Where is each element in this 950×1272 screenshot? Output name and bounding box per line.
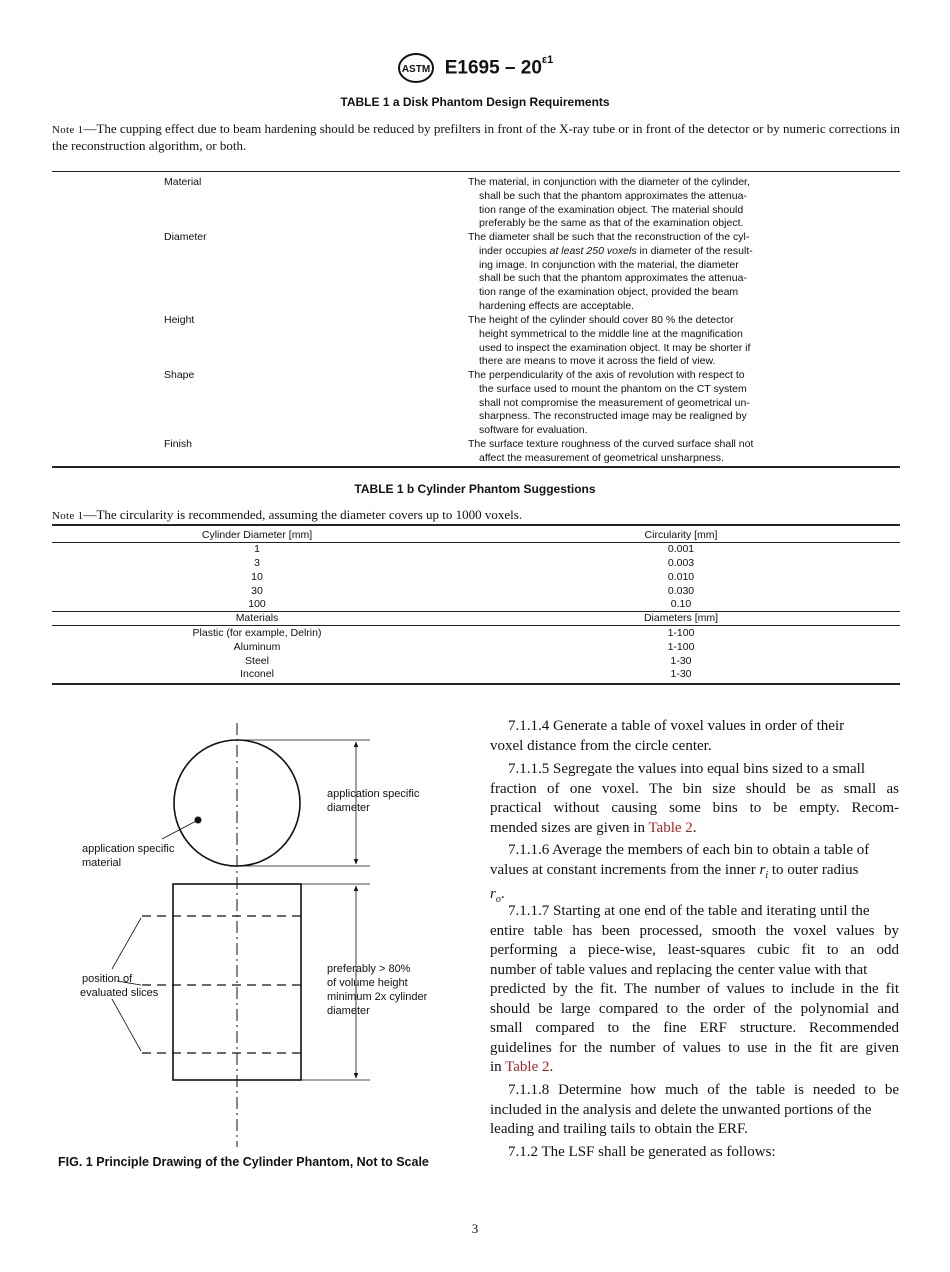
table-1b-header2-rule — [52, 625, 900, 626]
table-1a-note: Note 1—The cupping effect due to beam hardening should be reduced by prefilters in front of the X-ray tube or in front of the detector or by numeric corrections in the reconstruction algorithm, or both. — [52, 121, 900, 153]
table-1a-def-height: The height of the cylinder should cover 80 % the detector height symmetrical to the middle line at the magnification used to inspect the examination object. It may be shorter if there are means to move it across the field of view. — [468, 314, 751, 368]
table-row: Inconel — [240, 668, 274, 680]
label-material-1: application specific — [82, 843, 175, 855]
phantom-top-view — [174, 740, 300, 866]
table-2-link[interactable]: Table 2 — [505, 1059, 550, 1075]
page-header — [0, 52, 950, 84]
table-1b-header-diameters: Diameters [mm] — [643, 612, 719, 624]
table-row: 10 — [251, 571, 263, 583]
table-1a-term-height: Height — [164, 314, 195, 326]
label-slices-2: evaluated slices — [80, 987, 159, 999]
table-row: Steel — [245, 655, 269, 667]
table-1b-header-circularity: Circularity [mm] — [644, 529, 718, 541]
paragraph-7-1-1-4: 7.1.1.4 Generate a table of voxel values in order of their voxel distance from the circle center. — [490, 718, 845, 754]
paragraph-7-1-2: 7.1.2 The LSF shall be generated as follows: — [508, 1144, 776, 1160]
label-diameter-1: application specific — [327, 788, 420, 800]
table-row: 1-100 — [667, 641, 695, 653]
table-1a-bottom-rule — [52, 466, 900, 468]
label-diameter-2: diameter — [327, 802, 370, 814]
table-1a-def-diameter: The diameter shall be such that the reconstruction of the cyl- inder occupies at least 250 voxels in diameter of the result- ing image. In conjunction with the material, the diameter shall be such that the phantom approximates the attenua- tion range of the examination object, provided the beam hardening effects are acceptable. — [468, 231, 753, 312]
table-row: 1 — [254, 543, 260, 555]
figure-caption: FIG. 1 Principle Drawing of the Cylinder Phantom, Not to Scale — [58, 1155, 429, 1169]
cylinder-phantom-figure — [50, 715, 470, 1150]
table-1a-def-finish: The surface texture roughness of the curved surface shall not affect the measurement of geometrical unsharpness. — [468, 438, 754, 464]
table-row: 0.010 — [667, 571, 695, 583]
table-row: 3 — [254, 557, 260, 569]
table-1a-top-rule — [52, 171, 900, 172]
paragraph-7-1-1-7: 7.1.1.7 Starting at one end of the table and iterating until the entire table has been processed, smooth the voxel values by performing a piece-wise, least-squares cubic fit to an odd number of table values and replacing the center value with that predicted by the fit. The number of values to include in the fit should be large compared to the order of the polynomial and small compared to the fine ERF structure. Recommended guidelines for the number of values to use in the fit are given in Table 2. — [490, 903, 899, 1075]
table-row: Aluminum — [233, 641, 281, 653]
astm-logo-icon — [397, 52, 435, 84]
table-row: 1-30 — [670, 655, 692, 667]
page-number: 3 — [471, 1221, 479, 1236]
paragraph-7-1-1-8: 7.1.1.8 Determine how much of the table is needed to be included in the analysis and delete the unwanted portions of the leading and trailing tails to obtain the ERF. — [490, 1082, 899, 1137]
table-row: Plastic (for example, Delrin) — [192, 627, 322, 639]
table-row: 1-30 — [670, 668, 692, 680]
table-1b-note: Note 1—The circularity is recommended, assuming the diameter covers up to 1000 voxels. — [52, 507, 523, 522]
table-row: 100 — [248, 598, 266, 610]
table-row: 0.10 — [670, 598, 692, 610]
label-height-3: minimum 2x cylinder — [327, 991, 428, 1003]
table-1b-header-diameter: Cylinder Diameter [mm] — [201, 529, 313, 541]
label-material-2: material — [82, 857, 122, 869]
table-1a-def-material: The material, in conjunction with the diameter of the cylinder, shall be such that the phantom approximates the attenua- tion range of the examination object. The material should preferably be the same as that of the examination object. — [468, 176, 750, 230]
table-1a-term-diameter: Diameter — [164, 231, 207, 243]
label-slices-1: position of — [82, 973, 133, 985]
table-1b-header-materials: Materials — [235, 612, 279, 624]
table-1a-term-finish: Finish — [164, 438, 193, 450]
label-height-1: preferably > 80% — [327, 963, 411, 975]
table-1b-title: TABLE 1 b Cylinder Phantom Suggestions — [354, 482, 596, 496]
table-1b-bottom-rule — [52, 683, 900, 685]
table-row: 30 — [251, 585, 263, 597]
table-1b-top-rule — [52, 524, 900, 526]
table-row: 0.030 — [667, 585, 695, 597]
astm-logo-text: ASTM — [401, 64, 430, 75]
table-row: 0.003 — [667, 557, 695, 569]
table-1a-term-material: Material — [164, 176, 202, 188]
table-1a-title: TABLE 1 a Disk Phantom Design Requirements — [340, 95, 610, 109]
table-2-link[interactable]: Table 2 — [648, 819, 693, 836]
label-height-4: diameter — [327, 1005, 370, 1017]
paragraph-7-1-1-6: 7.1.1.6 Average the members of each bin to obtain a table of values at constant increments from the inner $r_i$ to outer radius $r_o$. — [490, 842, 870, 905]
paragraph-7-1-1-5: 7.1.1.5 Segregate the values into equal bins sized to a small fraction of one voxel. The bin size should be as small as practical without causing some bins to be empty. Recom- mended sizes are given in Table 2. — [490, 761, 899, 836]
table-1a-def-shape: The perpendicularity of the axis of revolution with respect to the surface used to mount the phantom on the CT system shall not compromise the measurement of geometrical un- sharpness. The reconstructed image may be realigned by software for evaluation. — [468, 369, 750, 437]
label-height-2: of volume height — [327, 977, 408, 989]
standard-designation: $E1695 - 20^{\varepsilon 1}$ — [444, 53, 554, 79]
table-1a-term-shape: Shape — [164, 369, 195, 381]
table-row: 1-100 — [667, 627, 695, 639]
table-row: 0.001 — [667, 543, 695, 555]
